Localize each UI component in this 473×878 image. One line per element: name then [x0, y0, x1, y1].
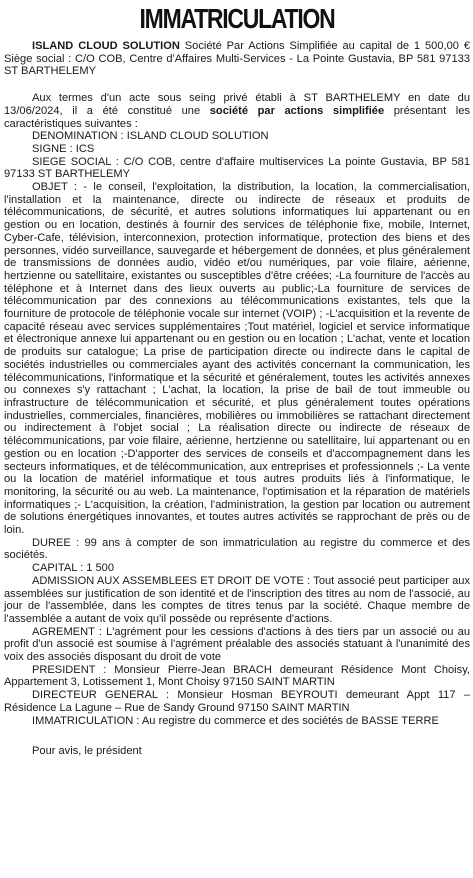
objet-field: OBJET : - le conseil, l'exploitation, la distribution, la location, la commercialisation, l'installation et la maintenance, directe ou indirecte de réseaux et produits de télécommunications, de sécurité, et autres solutions informatiques lui appartenant ou en gestion ou en location, destinés à fournir des services de téléphonie fixe, mobile, Internet, Cyber-Cafe, télévision, interconnexion, protection informatique, protection des biens et des personnes, vidéo surveillance, sauvegarde et hébergement de données, et plus généralement de transmissions de données audio, vidéo et/ou numériques, par voie filaire, aérienne, hertzienne ou satellitaire, existantes ou susceptibles d'être créées; -La fourniture de l'accès au téléphone et à Internet dans des lieux ouverts au public;-La fourniture de services de télécommunication par des connexions au télécommunications existantes, tels que la fourniture de protocole de téléphonie vocale sur internet (VOIP) ; -L'acquisition et la revente de capacité réseau avec services supplémentaires ;Tout matériel, logiciel et service informatique et électronique annexe lui appartenant ou en gestion ou en location ; L'achat, vente et location de produits sur catalogue; La prise de participation directe ou indirecte dans le capital de sociétés industrielles ou commerciales ayant des activités concernant la communication, les télécommunications, l'informatique et la sécurité et généralement, toutes les activités annexes ou connexes s'y rattachant ; L'achat, la location, la prise de bail de tout immeuble ou infrastructure de télécommunication et sécurité, et plus généralement toutes opérations industrielles, commerciales, financières, mobilières ou immobilières se rattachant directement ou indirectement à l'objet social ; La réalisation directe ou indirecte de réseaux de télécommunications, par voie filaire, aérienne, hertzienne ou satellitaire, lui appartenant ou en gestion ou en location ;-D'apporter des services de conseils et d'accompagnement dans les secteurs informatiques, et de télécommunication, aux entreprises et professionnels ;- La vente ou la location de matériel informatique et tous autres produits liés à l'informatique, le monitoring, la sécurité ou au web. La maintenance, l'optimisation et la réparation de matériels informatiques ;- L'acquisition, la création, l'administration, la gestion par location ou autrement de solutions énergétiques innovantes, et toutes autres activités se rapprochant de près ou de loin.: [4, 181, 470, 537]
president-field: PRESIDENT : Monsieur Pierre-Jean BRACH demeurant Résidence Mont Choisy, Appartement 3, Lotissement 1, Mont Choisy 97150 SAINT MARTIN: [4, 663, 470, 689]
directeur-field: DIRECTEUR GENERAL : Monsieur Hosman BEYROUTI demeurant Appt 117 – Résidence La Lagune – Rue de Sandy Ground 97150 SAINT MARTIN: [4, 689, 470, 714]
duree-field: DUREE : 99 ans à compter de son immatriculation au registre du commerce et des sociétés.: [4, 536, 470, 562]
company-header: [4, 40, 470, 78]
notice-title: IMMATRICULATION: [139, 3, 335, 34]
siege-field: SIEGE SOCIAL : C/O COB, centre d'affaire multiservices La pointe Gustavia, BP 581 97133 ST BARTHELEMY: [4, 155, 470, 181]
agrement-field: AGREMENT : L'agrément pour les cessions d'actions à des tiers par un associé ou au profit d'un associé est soumise à l'agrément préalable des associés statuant à l'unanimité des voix des associés disposant du droit de vote: [4, 625, 470, 664]
intro-before: Aux termes d'un acte sous seing privé établi à ST BARTHELEMY en date du 13/06/2024, il a été constitué une: [4, 92, 470, 117]
company-name: ISLAND CLOUD SOLUTION: [32, 40, 180, 52]
signature-line: Pour avis, le président: [32, 745, 142, 758]
denomination-field: DENOMINATION : ISLAND CLOUD SOLUTION: [32, 130, 269, 143]
capital-field: CAPITAL : 1 500: [32, 562, 115, 575]
admission-field: ADMISSION AUX ASSEMBLEES ET DROIT DE VOTE : Tout associé peut participer aux assemblées sur justification de son identité et de l'inscription des titres au nom de l'associé, au jour de l'assemblée, dans les comptes de titres tenus par la société. Chaque membre de l'assemblée a autant de voix qu'il possède ou représente d'actions.: [4, 574, 470, 625]
intro-after: présentant les caractéristiques suivantes :: [4, 104, 470, 130]
immatriculation-field: IMMATRICULATION : Au registre du commerce et des sociétés de BASSE TERRE: [32, 714, 439, 727]
company-description: Société Par Actions Simplifiée au capital de 1 500,00 € Siège social : C/O COB, Centre d'Affaires Multi-Services - La Pointe Gustavia, BP 581 97133 ST BARTHELEMY: [4, 40, 471, 78]
sigle-field: SIGNE : ICS: [32, 142, 95, 155]
intro-paragraph: [4, 92, 470, 130]
intro-company-type: société par actions simplifiée: [209, 104, 385, 117]
